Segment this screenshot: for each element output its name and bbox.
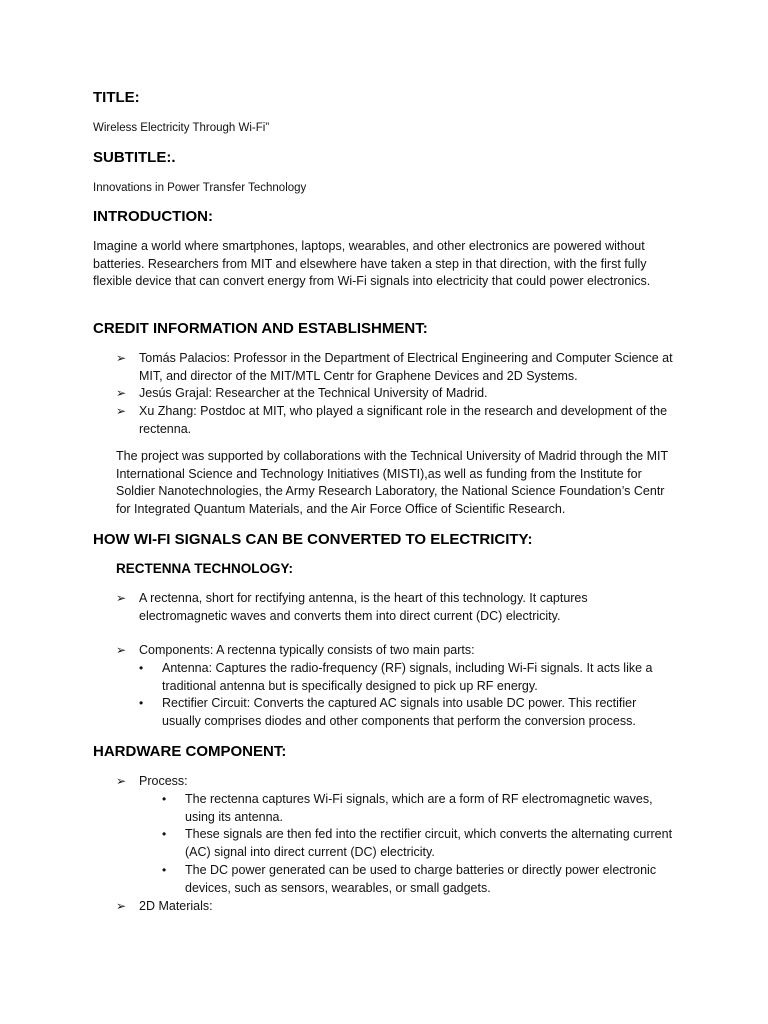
introduction-heading: INTRODUCTION: [93,208,213,225]
arrow-bullet-icon: ➢ [116,774,127,788]
arrow-bullet-icon: ➢ [116,643,127,657]
arrow-bullet-icon: ➢ [116,899,127,913]
credit-item: Xu Zhang: Postdoc at MIT, who played a significant role in the research and development of the rectenna. [139,404,668,436]
arrow-bullet-icon: ➢ [116,351,127,365]
rectenna-subheading: RECTENNA TECHNOLOGY: [116,561,293,576]
rectenna-item: A rectenna, short for rectifying antenna, is the heart of this technology. It captures electromagnetic waves and converts them into direct current (DC) electricity. [139,591,588,623]
arrow-bullet-icon: ➢ [116,404,127,418]
subtitle-heading: SUBTITLE:. [93,149,176,166]
howto-heading: HOW WI-FI SIGNALS CAN BE CONVERTED TO ELECTRICITY: [93,531,533,548]
process-subitem: These signals are then fed into the rectifier circuit, which converts the alternating current (AC) signal into direct current (DC) electricity. [185,827,673,859]
components-subitem: Rectifier Circuit: Converts the captured AC signals into usable DC power. This rectifier usually comprises diodes and other components that perform the conversion process. [162,696,637,728]
process-subitem: The rectenna captures Wi-Fi signals, which are a form of RF electromagnetic waves, using its antenna. [185,792,653,824]
dot-bullet-icon: • [162,863,167,877]
arrow-bullet-icon: ➢ [116,386,127,400]
process-subitem: The DC power generated can be used to charge batteries or directly power electronic devices, such as sensors, wearables, or small gadgets. [185,863,657,895]
dot-bullet-icon: • [139,661,144,675]
arrow-bullet-icon: ➢ [116,591,127,605]
title-text: Wireless Electricity Through Wi-Fi” [93,122,270,134]
credit-item: Tomás Palacios: Professor in the Department of Electrical Engineering and Computer Science at MIT, and director of the MIT/MTL Centr for Graphene Devices and 2D Systems. [139,351,673,383]
hardware-heading: HARDWARE COMPONENT: [93,743,287,760]
dot-bullet-icon: • [162,827,167,841]
components-subitem: Antenna: Captures the radio-frequency (RF) signals, including Wi-Fi signals. It acts like a traditional antenna but is specifically designed to pick up RF energy. [162,661,653,693]
dot-bullet-icon: • [139,696,144,710]
credit-item: Jesús Grajal: Researcher at the Technical University of Madrid. [139,386,488,400]
credit-paragraph: The project was supported by collaborations with the Technical University of Madrid through the MIT International Science and Technology Initiatives (MISTI),as well as funding from the Institute for Soldier Nanotechnologies, the Army Research Laboratory, the National Science Foundation’s Centr for Integrated Quantum Materials, and the Air Force Office of Scientific Research. [116,449,668,516]
subtitle-text: Innovations in Power Transfer Technology [93,182,307,194]
title-heading: TITLE: [93,89,140,106]
components-item: Components: A rectenna typically consists of two main parts: [139,643,475,657]
dot-bullet-icon: • [162,792,167,806]
materials-item: 2D Materials: [139,899,213,913]
introduction-paragraph: Imagine a world where smartphones, laptops, wearables, and other electronics are powered without batteries. Researchers from MIT and elsewhere have taken a step in that direction, with the first fully flexible device that can convert energy from Wi-Fi signals into electricity that could power electronics. [93,239,651,289]
credit-heading: CREDIT INFORMATION AND ESTABLISHMENT: [93,320,428,337]
process-item: Process: [139,774,188,788]
